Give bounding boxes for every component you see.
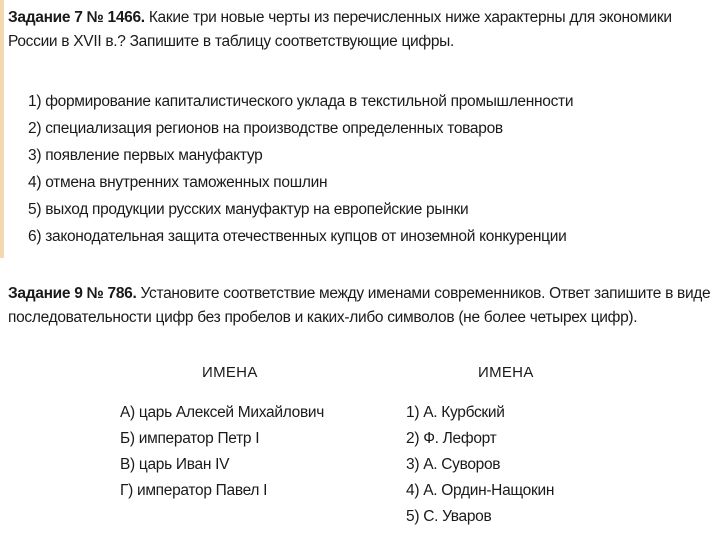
task7-option-1: 1) формирование капиталистического уклада в текстильной промышленности <box>28 93 574 110</box>
task7-highlight-bar <box>0 0 4 258</box>
task9-label: Задание 9 № 786. <box>8 285 137 302</box>
task9-question <box>8 282 712 330</box>
task9-right-column-title: ИМЕНА <box>478 364 534 381</box>
task7-options <box>28 88 573 250</box>
task9-left-item-a: А) царь Алексей Михайлович <box>120 404 325 421</box>
task9-text: Установите соответствие между именами современников. Ответ запишите в виде последовательности цифр без пробелов и каких-либо символов (не более четырех цифр). <box>8 285 711 326</box>
task7-question <box>8 6 712 54</box>
task7-option-2: 2) специализация регионов на производстве определенных товаров <box>28 120 503 137</box>
task9-right-item-5: 5) С. Уваров <box>406 508 492 525</box>
task7-text: Какие три новые черты из перечисленных ниже характерны для экономики России в XVII в.? Запишите в таблицу соответствующие цифры. <box>8 9 672 50</box>
task9-right-list <box>406 400 554 530</box>
task7-option-4: 4) отмена внутренних таможенных пошлин <box>28 174 328 191</box>
task9-left-item-b: Б) император Петр I <box>120 430 260 447</box>
task9-left-item-g: Г) император Павел I <box>120 482 268 499</box>
task9-block <box>8 282 712 330</box>
task7-label: Задание 7 № 1466. <box>8 9 145 26</box>
task9-right-item-1: 1) А. Курбский <box>406 404 505 421</box>
task7-option-3: 3) появление первых мануфактур <box>28 147 263 164</box>
task9-right-item-3: 3) А. Суворов <box>406 456 501 473</box>
task9-left-list <box>120 400 324 504</box>
task9-left-item-v: В) царь Иван IV <box>120 456 230 473</box>
task7-option-6: 6) законодательная защита отечественных купцов от иноземной конкуренции <box>28 228 567 245</box>
task9-right-item-4: 4) А. Ордин-Нащокин <box>406 482 555 499</box>
task9-right-item-2: 2) Ф. Лефорт <box>406 430 497 447</box>
task7-option-5: 5) выход продукции русских мануфактур на европейские рынки <box>28 201 469 218</box>
task7-block <box>8 6 712 54</box>
task9-left-column-title: ИМЕНА <box>202 364 258 381</box>
